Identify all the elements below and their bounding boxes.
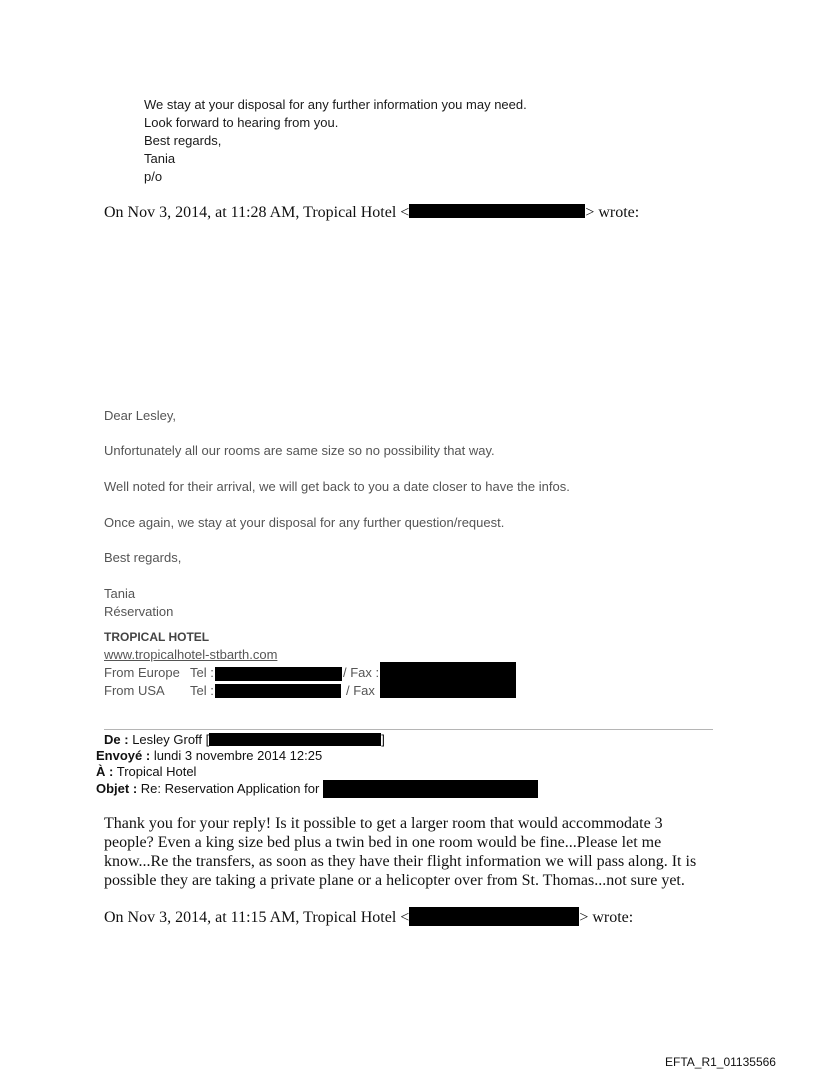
to-value: Tropical Hotel <box>116 764 197 779</box>
usa-label: From USA <box>104 683 165 698</box>
redacted-email <box>409 907 579 926</box>
header-subject <box>96 780 538 798</box>
redacted-email <box>209 733 381 746</box>
body-line: know...Re the transfers, as soon as they have their flight information we will pass along. It is <box>104 853 697 870</box>
redacted-phone <box>215 684 341 698</box>
tel-label: Tel : <box>190 683 214 698</box>
tel-label: Tel : <box>190 665 214 680</box>
reply-signature-name: Tania <box>144 151 176 166</box>
quote-prefix: On Nov 3, 2014, at 11:15 AM, Tropical Hotel < <box>104 909 410 926</box>
from-value: Lesley Groff <box>132 732 203 747</box>
header-sent <box>96 748 322 763</box>
subject-value: Re: Reservation Application for <box>140 781 320 796</box>
quote-prefix: On Nov 3, 2014, at 11:28 AM, Tropical Hotel < <box>104 204 410 221</box>
redacted-subject <box>323 780 538 798</box>
from-label: De : <box>104 732 129 747</box>
header-to <box>96 764 196 779</box>
fax-label: / Fax <box>346 683 375 698</box>
reply-line: We stay at your disposal for any further information you may need. <box>144 97 527 112</box>
paragraph: Well noted for their arrival, we will get back to you a date closer to have the infos. <box>104 479 570 494</box>
header-from: De : Lesley Groff [ ] <box>104 732 385 747</box>
paragraph: Once again, we stay at your disposal for any further question/request. <box>104 515 505 530</box>
quote-suffix: > wrote: <box>585 204 640 221</box>
quote-attribution-1 <box>104 204 639 222</box>
europe-label: From Europe <box>104 665 180 680</box>
quote-attribution-2 <box>104 907 633 927</box>
signature-org: TROPICAL HOTEL <box>104 630 210 644</box>
subject-label: Objet : <box>96 781 138 796</box>
document-id: EFTA_R1_01135566 <box>665 1055 776 1069</box>
sent-value: lundi 3 novembre 2014 12:25 <box>153 748 323 763</box>
greeting: Dear Lesley, <box>104 408 177 423</box>
reply-signature-po: p/o <box>144 169 163 184</box>
paragraph: Unfortunately all our rooms are same size so no possibility that way. <box>104 443 495 458</box>
body-line: possible they are taking a private plane or a helicopter over from St. Thomas...not sure yet. <box>104 872 685 889</box>
reply-line: Best regards, <box>144 133 222 148</box>
body-line: people? Even a king size bed plus a twin bed in one room would be fine...Please let me <box>104 834 662 851</box>
signature-name: Tania <box>104 586 136 601</box>
website-link[interactable]: www.tropicalhotel-stbarth.com <box>104 647 278 662</box>
signature-dept: Réservation <box>104 604 174 619</box>
sent-label: Envoyé : <box>96 748 151 763</box>
quote-suffix: > wrote: <box>579 909 634 926</box>
closing: Best regards, <box>104 550 182 565</box>
to-label: À : <box>96 764 114 779</box>
redacted-fax <box>380 662 516 698</box>
redacted-email <box>409 204 585 218</box>
fax-label: / Fax : <box>343 665 380 680</box>
redacted-phone <box>215 667 342 681</box>
divider <box>104 729 713 730</box>
reply-line: Look forward to hearing from you. <box>144 115 339 130</box>
body-line: Thank you for your reply! Is it possible to get a larger room that would accommodate 3 <box>104 815 663 832</box>
